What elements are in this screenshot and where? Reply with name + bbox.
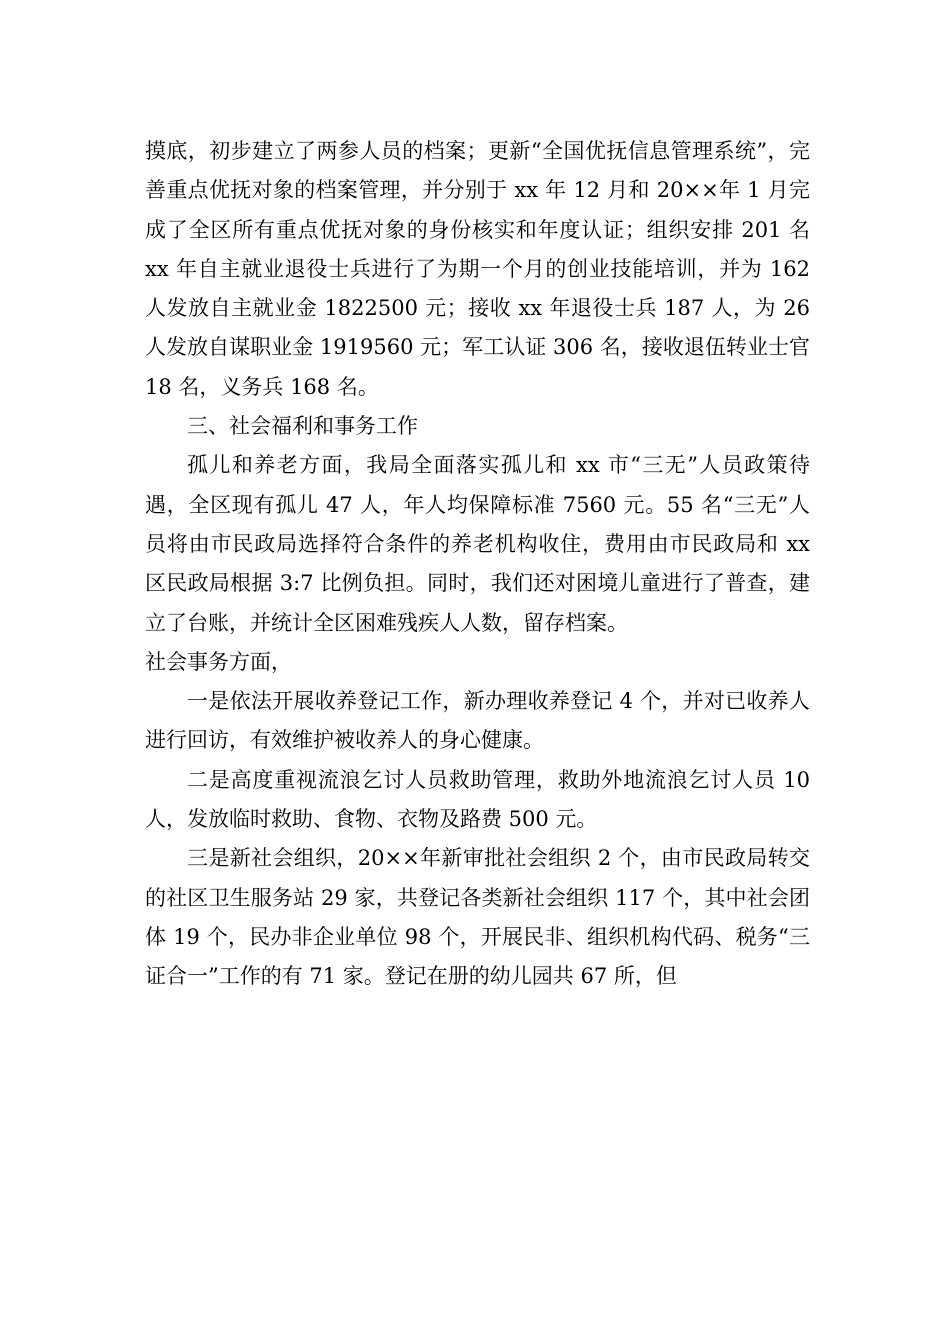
section-heading-social-welfare: 三、社会福利和事务工作 [187, 414, 418, 439]
paragraph-social-organizations: 三是新社会组织，20××年新审批社会组织 2 个，由市民政局转交的社区卫生服务站 29 家，共登记各类新社会组织 117 个，其中社会团体 19 个，民办非企业单位 98 个，开展民非、组织机构代码、税务“三证合一”工作的有 71 家。登记在册的幼儿园共 67 所，但 [145, 846, 810, 989]
paragraph-orphans-elderly: 孤儿和养老方面，我局全面落实孤儿和 xx 市“三无”人员政策待遇，全区现有孤儿 47 人，年人均保障标准 7560 元。55 名“三无”人员将由市民政局选择符合条件的养老机构收住，费用由市民政局和 xx 区民政局根据 3:7 比例负担。同时，我们还对困境儿童进行了普查，建立了台账，并统计全区困难残疾人人数，留存档案。 [145, 453, 810, 635]
document-body [145, 132, 810, 997]
paragraph-vagrant-relief: 二是高度重视流浪乞讨人员救助管理，救助外地流浪乞讨人员 10 人，发放临时救助、食物、衣物及路费 500 元。 [145, 767, 810, 832]
paragraph-veterans-continued: 摸底，初步建立了两参人员的档案；更新“全国优抚信息管理系统”，完善重点优抚对象的档案管理，并分别于 xx 年 12 月和 20××年 1 月完成了全区所有重点优抚对象的身份核实和年度认证；组织安排 201 名 xx 年自主就业退役士兵进行了为期一个月的创业技能培训，并为 162 人发放自主就业金 1822500 元；接收 xx 年退役士兵 187 人，为 26 人发放自谋职业金 1919560 元；军工认证 306 名，接收退伍转业士官 18 名，义务兵 168 名。 [145, 139, 810, 399]
paragraph-social-affairs-intro: 社会事务方面， [145, 649, 292, 674]
paragraph-adoption: 一是依法开展收养登记工作，新办理收养登记 4 个，并对已收养人进行回访，有效维护被收养人的身心健康。 [145, 689, 810, 753]
